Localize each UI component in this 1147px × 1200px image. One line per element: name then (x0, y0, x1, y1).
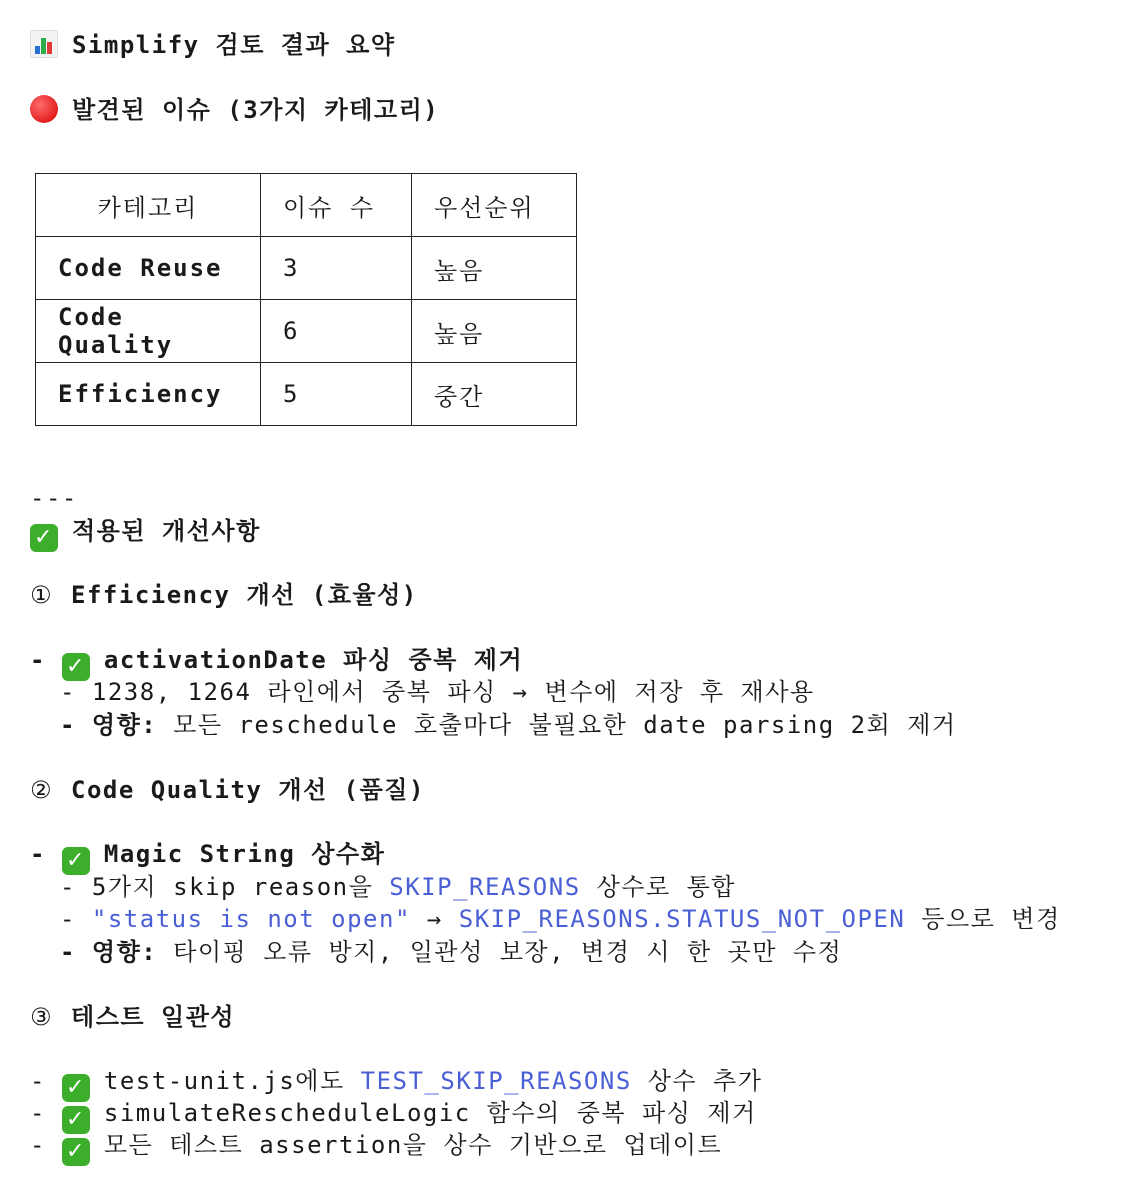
check-mark-icon: ✓ (62, 653, 90, 681)
circled-number-1: ① (30, 581, 54, 609)
detail-text: - 5가지 skip reason을 (60, 873, 390, 901)
table-header-cell: 이슈 수 (261, 174, 412, 237)
page-title (30, 29, 396, 61)
impact-label: - 영향: (60, 711, 158, 739)
list-detail (60, 871, 736, 903)
list-detail (60, 903, 1061, 935)
table-header-row (36, 174, 577, 237)
check-mark-icon: ✓ (62, 847, 90, 875)
item-text: 모든 테스트 assertion을 상수 기반으로 업데이트 (103, 1131, 723, 1159)
red-circle-icon (30, 95, 58, 123)
table-cell-category: Code Reuse (36, 237, 261, 300)
table-cell-priority: 높음 (412, 300, 577, 363)
bullet-dash: - (30, 840, 62, 868)
circled-number-2: ② (30, 776, 54, 804)
table-header-cell: 카테고리 (36, 174, 261, 237)
title-text: Simplify 검토 결과 요약 (72, 31, 396, 59)
detail-text: - (60, 905, 92, 933)
divider: --- (30, 484, 78, 512)
list-item (30, 1129, 722, 1166)
table-cell-priority: 높음 (412, 237, 577, 300)
table-header-cell: 우선순위 (412, 174, 577, 237)
applied-heading-text: 적용된 개선사항 (72, 517, 261, 545)
list-detail-impact (60, 709, 957, 741)
table-cell-category: Efficiency (36, 363, 261, 426)
issues-heading (30, 94, 439, 126)
detail-text: 등으로 변경 (905, 905, 1061, 933)
table-cell-category: Code Quality (36, 300, 261, 363)
impact-text: 타이핑 오류 방지, 일관성 보장, 변경 시 한 곳만 수정 (157, 938, 843, 966)
bullet-dash: - (30, 1131, 62, 1159)
table-row (36, 363, 577, 426)
list-detail: - 1238, 1264 라인에서 중복 파싱 → 변수에 저장 후 재사용 (60, 678, 815, 706)
check-mark-icon: ✓ (62, 1074, 90, 1102)
table-row (36, 237, 577, 300)
list-item (30, 838, 385, 875)
table-cell-count: 6 (261, 300, 412, 363)
check-mark-icon: ✓ (30, 524, 58, 552)
impact-label: - 영향: (60, 938, 158, 966)
code-constant: TEST_SKIP_REASONS (360, 1067, 632, 1095)
item-text: simulateRescheduleLogic 함수의 중복 파싱 제거 (103, 1099, 757, 1127)
applied-heading (30, 515, 261, 552)
section-heading-text: Efficiency 개선 (효율성) (71, 581, 418, 609)
list-detail-impact (60, 936, 842, 968)
section-tests-heading (30, 1001, 235, 1033)
arrow: → (410, 905, 459, 933)
bar-chart-icon (30, 30, 58, 58)
section-heading-text: Code Quality 개선 (품질) (71, 776, 425, 804)
table-cell-count: 3 (261, 237, 412, 300)
item-text: 상수 추가 (631, 1067, 763, 1095)
section-quality-heading (30, 774, 425, 806)
detail-text: 상수로 통합 (580, 873, 736, 901)
check-mark-icon: ✓ (62, 1138, 90, 1166)
section-efficiency-heading (30, 579, 418, 611)
issues-heading-text: 발견된 이슈 (3가지 카테고리) (72, 96, 440, 124)
table-row (36, 300, 577, 363)
table-cell-priority: 중간 (412, 363, 577, 426)
code-constant: SKIP_REASONS.STATUS_NOT_OPEN (458, 905, 906, 933)
summary-table (35, 173, 577, 426)
circled-number-3: ③ (30, 1003, 54, 1031)
check-mark-icon: ✓ (62, 1106, 90, 1134)
item-text: test-unit.js에도 (103, 1067, 361, 1095)
code-string: "status is not open" (91, 905, 411, 933)
bullet-dash: - (30, 646, 62, 674)
table-cell-count: 5 (261, 363, 412, 426)
item-title: Magic String 상수화 (103, 840, 386, 868)
item-title: activationDate 파싱 중복 제거 (103, 646, 524, 674)
section-heading-text: 테스트 일관성 (71, 1003, 236, 1031)
code-constant: SKIP_REASONS (389, 873, 581, 901)
bullet-dash: - (30, 1099, 62, 1127)
impact-text: 모든 reschedule 호출마다 불필요한 date parsing 2회 제거 (157, 711, 957, 739)
bullet-dash: - (30, 1067, 62, 1095)
